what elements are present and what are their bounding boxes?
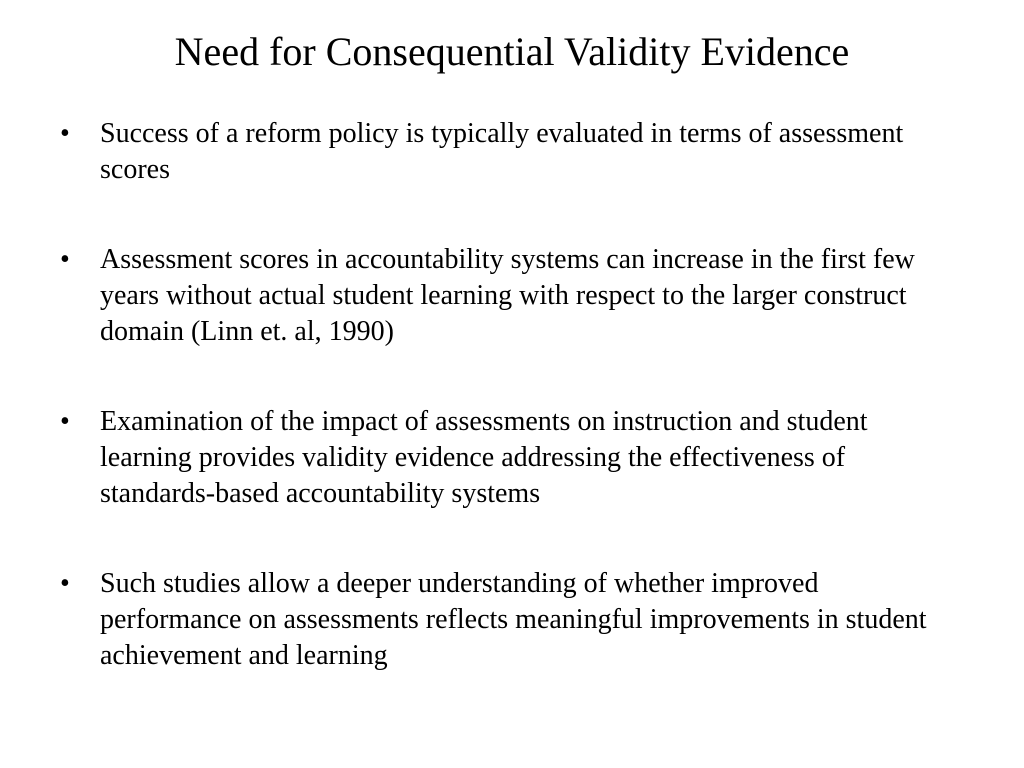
bullet-item: [60, 242, 965, 350]
bullet-dot-icon: •: [60, 118, 70, 149]
slide-title: Need for Consequential Validity Evidence: [174, 29, 850, 74]
bullet-text: Assessment scores in accountability systems can increase in the first few years without actual student learning with respect to the larger construct domain (Linn et. al, 1990): [100, 244, 915, 347]
bullet-item: [60, 404, 965, 512]
bullet-dot-icon: •: [60, 244, 70, 275]
bullet-list: [60, 116, 965, 674]
bullet-text: Such studies allow a deeper understanding of whether improved performance on assessments reflects meaningful improvements in student achievement and learning: [100, 568, 927, 671]
bullet-text: Success of a reform policy is typically evaluated in terms of assessment scores: [100, 118, 904, 185]
bullet-item: [60, 566, 965, 674]
bullet-item: [60, 116, 965, 188]
bullet-dot-icon: •: [60, 568, 70, 599]
bullet-text: Examination of the impact of assessments on instruction and student learning provides validity evidence addressing the effectiveness of standards-based accountability systems: [100, 406, 868, 509]
bullet-dot-icon: •: [60, 406, 70, 437]
